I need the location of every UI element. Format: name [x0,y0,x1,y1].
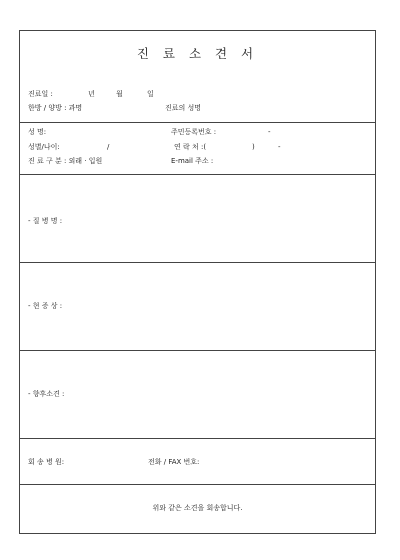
phone-fax-label: 전화 / FAX 번호: [148,458,200,466]
header-section [20,31,375,123]
symptoms-section [20,263,375,351]
visit-type-label: 진 료 구 분 : 외래 · 입원 [28,157,103,165]
email-label: E-mail 주소 : [171,157,214,165]
diagnosis-label: - 질 병 명 : [28,217,63,225]
department-label: 한방 / 양방 : 과명 [28,104,83,112]
document-title: 진 료 소 견 서 [136,46,259,61]
diagnosis-section [20,175,375,263]
patient-info-section [20,123,375,175]
referral-section [20,439,375,485]
referral-hospital-label: 회 송 병 원: [28,458,65,466]
prognosis-label: - 향후소견 : [28,390,65,398]
month-label: 월 [116,90,123,98]
medical-opinion-form [19,30,376,534]
rrn-label: 주민등록번호 : [171,128,217,136]
symptoms-label: - 현 증 상 : [28,302,63,310]
visit-date-label: 진료일 : [28,90,53,98]
patient-name-label: 성 명: [28,128,47,136]
year-label: 년 [88,90,95,98]
contact-dash: - [278,143,281,151]
footer-statement: 위와 같은 소견을 회송합니다. [152,504,243,512]
prognosis-section [20,351,375,439]
contact-paren: ) [252,143,255,151]
sex-age-slash: / [107,143,110,151]
rrn-dash: - [268,128,271,136]
doctor-name-label: 진료의 성명 [165,104,202,112]
day-label: 일 [147,90,154,98]
footer-section [20,485,375,533]
contact-label: 연 락 처 :( [174,143,207,151]
sex-age-label: 성별/나이: [28,143,60,151]
